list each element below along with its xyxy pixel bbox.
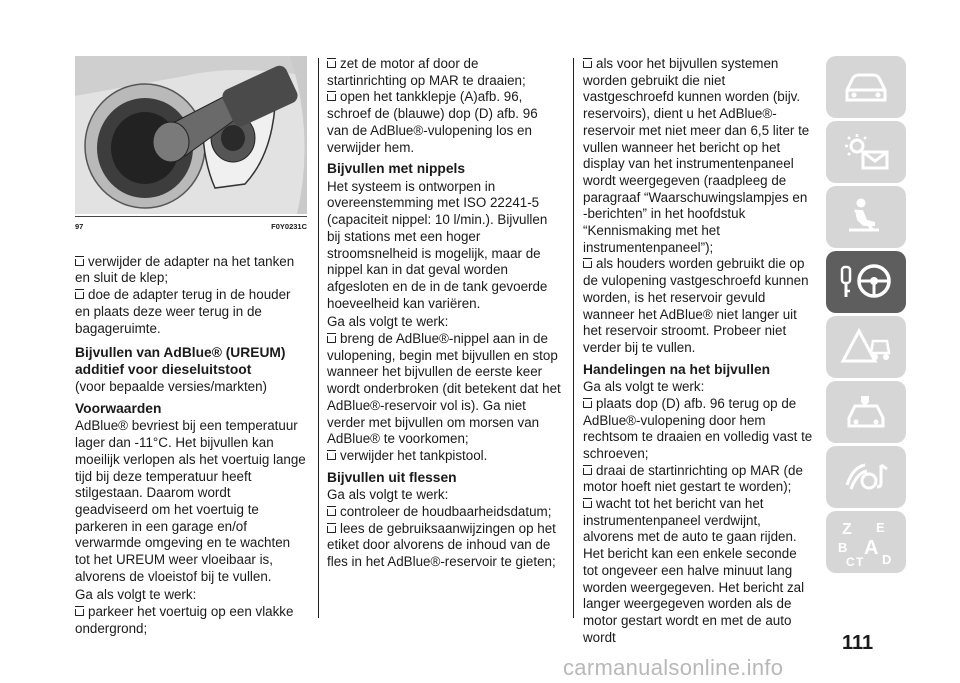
wrench-car-icon: [839, 392, 893, 432]
tab-car-overview[interactable]: [826, 56, 906, 118]
tab-index[interactable]: [826, 511, 906, 573]
figure-number: 97: [75, 222, 84, 231]
column-divider: [573, 58, 574, 618]
car-overview-icon: [841, 68, 891, 106]
column-1: [75, 56, 307, 638]
index-letter: T: [856, 555, 864, 568]
index-letter: E: [876, 520, 885, 535]
key-steering-icon: [836, 259, 896, 305]
index-letter: B: [838, 540, 848, 555]
bullet-icon: [327, 61, 336, 68]
tab-maintenance[interactable]: [826, 381, 906, 443]
sun-mail-icon: [841, 132, 891, 172]
airbag-icon: [841, 196, 891, 238]
list-item: doe de adapter terug in de houder en plaats deze weer terug in de bagageruimte.: [75, 287, 291, 336]
tab-starting-driving[interactable]: [826, 251, 906, 313]
column-divider: [318, 58, 319, 618]
bullet-icon: [583, 61, 592, 68]
index-letters-icon: [834, 516, 898, 568]
section-heading: Handelingen na het bijvullen: [583, 361, 771, 377]
tab-safety[interactable]: [826, 186, 906, 248]
list-item: controleer de houdbaarheidsdatum;: [327, 504, 561, 521]
section-subtitle: (voor bepaalde versies/markten): [75, 379, 268, 395]
tab-technical-data[interactable]: [826, 446, 906, 508]
list-item: plaats dop (D) afb. 96 terug op de AdBlue®-vulopening door hem rechtsom te draaien en volledig vast te schroeven;: [583, 395, 813, 461]
paragraph: Ga als volgt te werk:: [583, 379, 705, 395]
bullet-icon: [75, 259, 84, 266]
bullet-icon: [327, 94, 336, 101]
adblue-filler-illustration: [75, 56, 307, 214]
list-item: open het tankklepje (A)afb. 96, schroef de (blauwe) dop (D) afb. 96 van de AdBlue®-vulopening los en verwijder hem.: [327, 89, 538, 155]
bullet-icon: [583, 261, 592, 268]
list-item: draai de startinrichting op MAR (de motor hoeft niet gestart te worden);: [583, 462, 803, 495]
warning-breakdown-icon: [839, 327, 893, 367]
section-heading: Bijvullen met nippels: [327, 161, 465, 177]
figure-caption: [75, 216, 307, 236]
bullet-icon: [583, 468, 592, 475]
bullet-icon: [327, 453, 336, 460]
paragraph: AdBlue® bevriest bij een temperatuur lager dan -11°C. Het bijvullen kan moeilijk verlopen als het voertuig lange tijd bij deze temperatuur heeft stilgestaan. Daarom wordt geadviseerd om het voertuig te parkeren in een garage en/of verwarmde omgeving en te wachten tot het UREUM weer vloeibaar is, alvorens de vloeistof bij te vullen.: [75, 418, 306, 584]
tab-emergency[interactable]: [826, 316, 906, 378]
section-heading: Bijvullen uit flessen: [327, 469, 457, 485]
bullet-icon: [583, 501, 592, 508]
bullet-icon: [327, 526, 336, 533]
figure-code: F0Y0231C: [271, 222, 307, 231]
chapter-tabs: [826, 56, 906, 576]
list-item: parkeer het voertuig op een vlakke ondergrond;: [75, 604, 294, 636]
list-item: als voor het bijvullen systemen worden gebruikt die niet vastgeschroefd kunnen worden (bijv. reservoirs), dient u het AdBlue®-reservoir met niet meer dan 6,5 liter te vullen wanneer het bericht op het display van het instrumentenpaneel wordt weergegeven (raadpleeg de paragraaf “Waarschuwingslampjes en -berichten” in het hoofdstuk “Kennismaking met het instrumentenpaneel”);: [583, 56, 810, 255]
index-letter: A: [864, 537, 879, 559]
list-item: verwijder de adapter na het tanken en sluit de klep;: [75, 253, 295, 286]
bullet-icon: [75, 609, 84, 616]
column-2: [327, 56, 561, 571]
bullet-icon: [327, 509, 336, 516]
bullet-icon: [327, 336, 336, 343]
index-letter: C: [846, 555, 855, 568]
media-nav-icon: [839, 457, 893, 497]
paragraph: Het systeem is ontworpen in overeenstemming met ISO 22241-5 (capaciteit nippel: 10 l/min.). Bijvullen bij stations met een hoger stroomsnelheid is mogelijk, maar de nippel kan in dat geval worden afgesloten en de in de tank gevoerde hoeveelheid kan variëren.: [327, 178, 548, 311]
page-number: 111: [842, 632, 874, 654]
bullet-icon: [583, 401, 592, 408]
list-item: breng de AdBlue®-nippel aan in de vulopening, begin met bijvullen en stop wanneer het bijvullen de eerste keer wordt onderbroken (dit betekent dat het AdBlue®-reservoir vol is). Ga niet verder met bijvullen om morsen van AdBlue® te voorkomen;: [327, 331, 561, 447]
index-letter: D: [882, 552, 892, 567]
section-heading: Voorwaarden: [75, 400, 162, 416]
list-item: als houders worden gebruikt die op de vulopening vastgeschroefd kunnen worden, is het reservoir gevuld wanneer het AdBlue® niet langer uit het reservoir stroomt. Probeer niet verder bij te vullen.: [583, 256, 809, 355]
paragraph: Ga als volgt te werk:: [75, 587, 197, 603]
section-heading: Bijvullen van AdBlue® (UREUM) additief voor dieseluitstoot: [75, 345, 286, 377]
tab-lights-messages[interactable]: [826, 121, 906, 183]
footer-watermark: carmanualsonline.info: [563, 655, 784, 680]
list-item: verwijder het tankpistool.: [327, 448, 561, 465]
bullet-icon: [75, 292, 84, 299]
paragraph: Ga als volgt te werk:: [327, 487, 449, 503]
column-3: [583, 56, 815, 646]
list-item: zet de motor af door de startinrichting op MAR te draaien;: [327, 56, 526, 88]
figure-adblue-filler: [75, 56, 307, 214]
paragraph: Ga als volgt te werk:: [327, 314, 449, 330]
list-item: lees de gebruiksaanwijzingen op het etiket door alvorens de inhoud van de fles in het AdBlue®-reservoir te gieten;: [327, 520, 556, 569]
list-item: wacht tot het bericht van het instrumentenpaneel verdwijnt, alvorens met de auto te gaan rijden. Het bericht kan een enkele seconde tot ongeveer een halve minuut lang worden weergegeven. Het bericht zal langer weergegeven worden als de motor gestart wordt en met de auto wordt: [583, 496, 805, 645]
index-letter: Z: [842, 521, 852, 538]
